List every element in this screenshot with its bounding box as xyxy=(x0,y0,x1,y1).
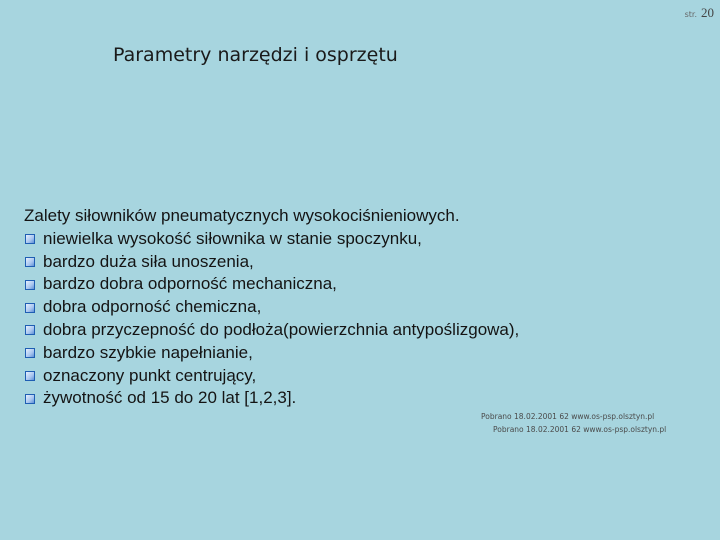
square-bullet-icon xyxy=(25,257,35,267)
page-number-prefix: str. xyxy=(684,10,697,19)
square-bullet-icon xyxy=(25,303,35,313)
list-item xyxy=(24,365,519,388)
list-item xyxy=(24,251,519,274)
list-item xyxy=(24,296,519,319)
list-item-text: bardzo duża siła unoszenia, xyxy=(43,251,254,271)
list-item-text: bardzo dobra odporność mechaniczna, xyxy=(43,274,337,294)
list-item-text: oznaczony punkt centrujący, xyxy=(43,365,257,385)
square-bullet-icon xyxy=(25,280,35,290)
page-number xyxy=(685,5,714,21)
slide-title: Parametry narzędzi i osprzętu xyxy=(113,44,398,66)
square-bullet-icon xyxy=(25,348,35,358)
square-bullet-icon xyxy=(25,371,35,381)
square-bullet-icon xyxy=(25,325,35,335)
advantages-list xyxy=(24,228,519,410)
list-item xyxy=(24,273,519,296)
page-number-value: 20 xyxy=(701,5,714,20)
list-item-text: dobra przyczepność do podłoża(powierzchnia antypoślizgowa), xyxy=(43,319,520,339)
list-item xyxy=(24,342,519,365)
list-item xyxy=(24,387,519,410)
list-item xyxy=(24,319,519,342)
list-item-text: niewielka wysokość siłownika w stanie spoczynku, xyxy=(43,228,422,248)
slide-content xyxy=(24,205,519,410)
intro-text: Zalety siłowników pneumatycznych wysokociśnieniowych. xyxy=(24,206,460,225)
square-bullet-icon xyxy=(25,394,35,404)
square-bullet-icon xyxy=(25,234,35,244)
source-note: Pobrano 18.02.2001 62 www.os-psp.olsztyn.pl xyxy=(493,425,667,434)
list-item-text: bardzo szybkie napełnianie, xyxy=(43,342,253,362)
source-note: Pobrano 18.02.2001 62 www.os-psp.olsztyn.pl xyxy=(481,412,655,421)
list-item-text: dobra odporność chemiczna, xyxy=(43,297,262,317)
list-item xyxy=(24,228,519,251)
list-item-text: żywotność od 15 do 20 lat [1,2,3]. xyxy=(43,388,297,408)
